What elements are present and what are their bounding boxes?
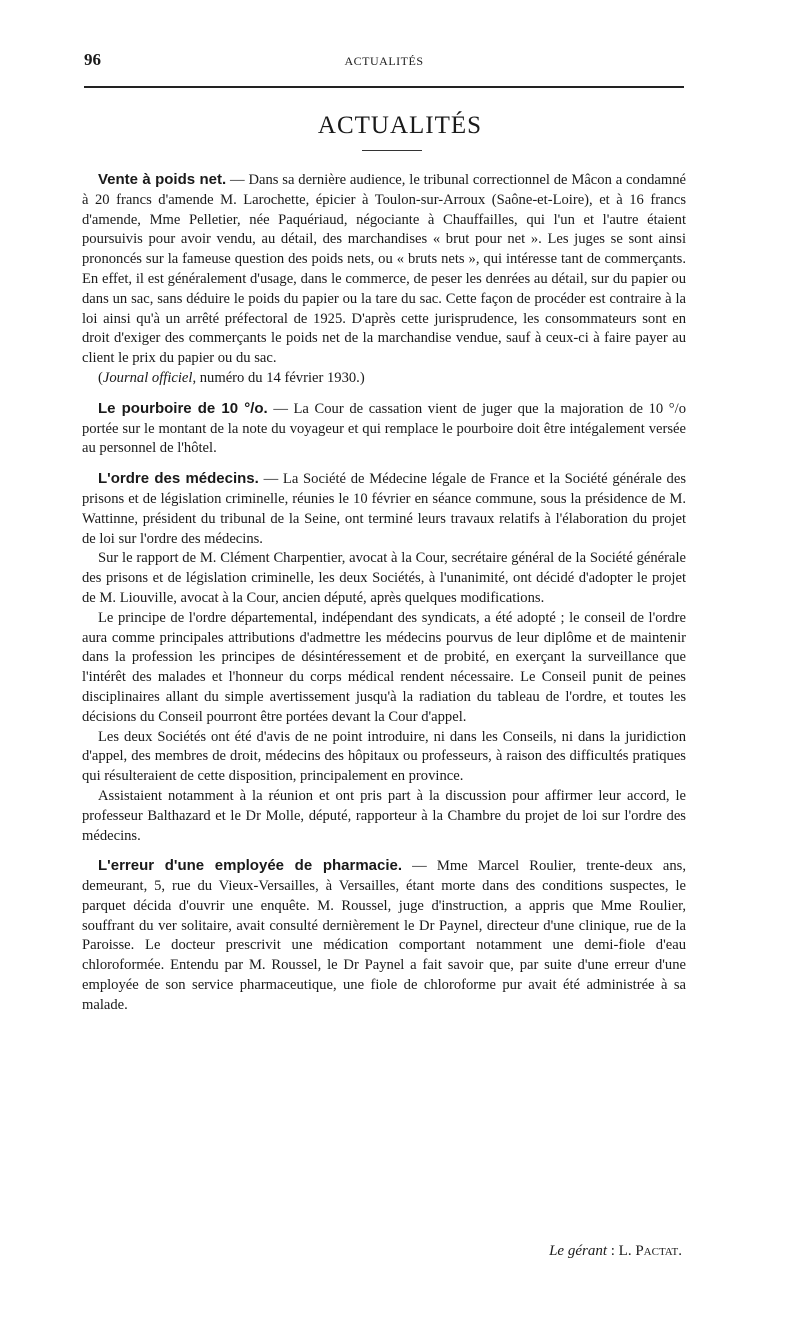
source-journal: Journal officiel <box>102 369 193 386</box>
title-rule <box>362 150 422 151</box>
signature <box>549 1243 682 1260</box>
article-title: Vente à poids net. <box>98 171 227 188</box>
article-text: Dans sa dernière audience, le tribunal correctionnel de Mâcon a condamné à 20 francs d'amende M. Larochette, épicier à Toulon-sur-Arroux (Saône-et-Loire), et à 16 francs d'amende, Mme Pelletier, née Paquériaud, négociante à Chauffailles, qui l'un et l'autre étaient poursuivis pour avoir vendu, au détail, des marchandises « brut pour net ». Les juges se sont ainsi prononcés sur la fameuse question des poids nets, ou « bruts nets », qui intéresse tant de commerçants. En effet, il est généralement d'usage, dans le commerce, de peser les denrées au détail, sur du papier ou dans un sac, sans déduire le poids du papier ou la tare du sac. Cette façon de procéder est contraire à la loi ainsi qu'à un arrêté préfectoral de 1925. D'après cette jurisprudence, les consommateurs sont en droit d'exiger des commerçants le poids net de la marchandise vendue, sauf à ceux-ci à faire payer au client le prix du papier ou du sac. <box>82 172 687 367</box>
article-text: Mme Marcel Roulier, trente-deux ans, demeurant, 5, rue du Vieux-Versailles, à Versailles, étant morte dans des conditions suspectes, le parquet décida d'ouvrir une enquête. M. Roussel, juge d'instruction, a appris que Mme Roulier, souffrant du ver solitaire, avait consulté dernièrement le Dr Paynel, directeur d'une clinique, rue de la Paroisse. Le docteur prescrivit une médication comportant notamment une demi-fiole d'eau chloroformée. Entendu par M. Roussel, le Dr Paynel a fait savoir que, par suite d'une erreur d'une employée de son service pharmaceutique, une fiole de chloroforme pur avait été administrée à sa malade. <box>82 858 686 1013</box>
article-vente-poids-net <box>82 170 686 389</box>
article-paragraph: Le pourboire de 10 °/o. — La Cour de cassation vient de juger que la majoration de 10 °/o portée sur le montant de la note du voyageur et qui remplace le pourboire doit être intégalement versée au personnel de l'hôtel. <box>82 399 686 457</box>
signature-label: Le gérant <box>549 1243 607 1259</box>
article-ordre-medecins <box>82 469 686 846</box>
article-title: L'erreur d'une employée de pharmacie. <box>98 857 403 875</box>
article-title: L'ordre des médecins. <box>98 470 259 488</box>
article-source: (Journal officiel, numéro du 14 février 1930.) <box>98 369 365 386</box>
section-title: ACTUALITÉS <box>317 112 483 139</box>
article-paragraph: L'ordre des médecins. — La Société de Médecine légale de France et la Société générale des prisons et de législation criminelle, réunies le 10 février en séance commune, sous la présidence de M. Wattinne, président du tribunal de la Seine, ont terminé leurs travaux relatifs à l'élaboration du projet de loi sur l'ordre des médecins. <box>82 470 687 547</box>
article-text: La Cour de cassation vient de juger que la majoration de 10 °/o portée sur le montant de la note du voyageur et qui remplace le pourboire doit être intégalement versée au personnel de l'hôtel. <box>82 400 686 457</box>
article-paragraph: Sur le rapport de M. Clément Charpentier, avocat à la Cour, secrétaire général de la Société générale des prisons et de législation criminelle, les deux Sociétés, à l'unanimité, ont décidé d'adopter le projet de M. Liouville, avocat à la Cour, ancien député, après quelques modifications. <box>82 550 686 606</box>
article-pourboire <box>82 399 686 459</box>
running-title: ACTUALITÉS <box>344 54 424 68</box>
article-paragraph: Assistaient notamment à la réunion et ont pris part à la discussion pour affirmer leur accord, le professeur Balthazard et le Dr Molle, député, rapporteur à la Chambre du projet de loi sur l'ordre des médecins. <box>82 787 686 844</box>
article-erreur-pharmacie <box>82 856 686 1015</box>
article-text: La Société de Médecine légale de France et la Société générale des prisons et de législation criminelle, réunies le 10 février en séance commune, sous la présidence de M. Wattinne, président du tribunal de la Seine, ont terminé leurs travaux relatifs à l'élaboration du projet de loi sur l'ordre des médecins. <box>82 471 687 547</box>
article-title: Le pourboire de 10 °/o. <box>98 399 268 417</box>
running-header <box>84 50 684 72</box>
signature-separator: : <box>607 1243 619 1259</box>
header-rule <box>84 86 684 88</box>
source-detail: , numéro du 14 février 1930.) <box>192 369 365 386</box>
article-paragraph: L'erreur d'une employée de pharmacie. — Mme Marcel Roulier, trente-deux ans, demeurant, 5, rue du Vieux-Versailles, à Versailles, étant morte dans des conditions suspectes, le parquet décida d'ouvrir une enquête. M. Roussel, juge d'instruction, a appris que Mme Roulier, souffrant du ver solitaire, avait consulté dernièrement le Dr Paynel, directeur d'une clinique, rue de la Paroisse. Le docteur prescrivit une médication comportant notamment une demi-fiole d'eau chloroformée. Entendu par M. Roussel, le Dr Paynel a fait savoir que, par suite d'une erreur d'une employée de son service pharmaceutique, une fiole de chloroforme pur avait été administrée à sa malade. <box>82 857 686 1013</box>
signature-name: L. Pactat. <box>618 1243 682 1259</box>
article-column <box>82 170 686 1026</box>
article-paragraph: Vente à poids net. — Dans sa dernière audience, le tribunal correctionnel de Mâcon a condamné à 20 francs d'amende M. Larochette, épicier à Toulon-sur-Arroux (Saône-et-Loire), et à 16 francs d'amende, Mme Pelletier, née Paquériaud, négociante à Chauffailles, qui l'un et l'autre étaient poursuivis pour avoir vendu, au détail, des marchandises « brut pour net ». Les juges se sont ainsi prononcés sur la fameuse question des poids nets, ou « bruts nets », qui intéresse tant de commerçants. En effet, il est généralement d'usage, dans le commerce, de peser les denrées au détail, sur du papier ou dans un sac, sans déduire le poids du papier ou la tare du sac. Cette façon de procéder est contraire à la loi ainsi qu'à un arrêté préfectoral de 1925. D'après cette jurisprudence, les consommateurs sont en droit d'exiger des commerçants le poids net de la marchandise vendue, sauf à ceux-ci à faire payer au client le prix du papier ou du sac. <box>82 171 687 367</box>
article-paragraph: Les deux Sociétés ont été d'avis de ne point introduire, ni dans les Conseils, ni dans la juridiction d'appel, des membres de droit, médecins des hôpitaux ou professeurs, à raison des difficultés pratiques qui résulteraient de cette disposition, principalement en province. <box>82 728 686 785</box>
article-paragraph: Le principe de l'ordre départemental, indépendant des syndicats, a été adopté ; le conseil de l'ordre aura comme principales attributions d'admettre les médecins pourvus de leur diplôme et de maintenir dans la profession les principes de désintéressement et de probité, en exerçant la surveillance que l'intérêt des malades et l'honneur du corps médical rendent nécessaire. Le Conseil punit de peines disciplinaires allant du simple avertissement jusqu'à la radiation du tableau de l'ordre, et toutes les décisions du Conseil pourront être portées devant la Cour d'appel. <box>82 609 686 725</box>
page-number: 96 <box>84 50 101 69</box>
